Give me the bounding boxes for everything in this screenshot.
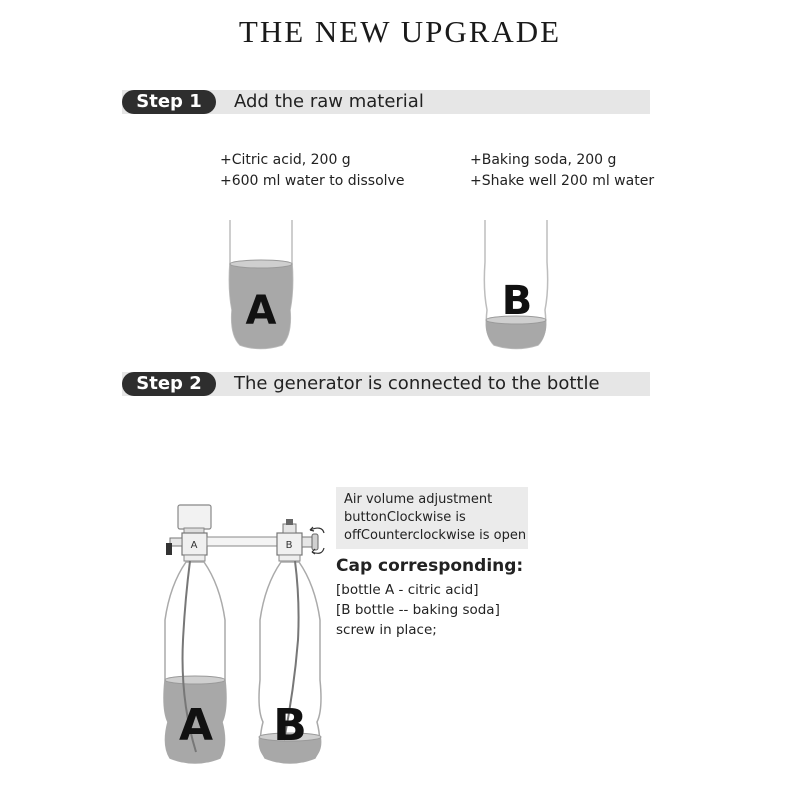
callout-line1: Air volume adjustment [344,492,493,507]
cap-heading: Cap corresponding: [336,556,524,576]
bottle-b-connected-letter: B [273,700,307,751]
pressure-gauge [178,505,211,529]
step2-badge: Step 2 [122,372,216,396]
bottle-a-line1: +Citric acid, 200 g [220,152,351,168]
callout-line3: offCounterclockwise is open [344,528,527,543]
cap-line3: screw in place; [336,622,437,638]
step2-text: The generator is connected to the bottle [234,373,600,394]
step1-text: Add the raw material [234,91,424,112]
cap-a-label: A [190,540,198,551]
bottle-b-illustration [484,220,547,349]
bottle-a-connected [164,555,226,763]
co2-generator [166,505,324,555]
bottle-b-line2: +Shake well 200 ml water [470,173,655,189]
bottle-b-connected [259,555,322,763]
adjustment-knob [302,537,312,547]
bottle-a-line2: +600 ml water to dissolve [220,173,405,189]
page-title: THE NEW UPGRADE [238,14,562,49]
step1-badge: Step 1 [122,90,216,114]
cap-instructions [336,580,500,640]
cap-line1: [bottle A - citric acid] [336,582,479,598]
bottle-a-letter: A [245,288,277,334]
bottle-a-illustration [229,220,292,349]
bottle-a-connected-letter: A [178,700,214,751]
cap-line2: [B bottle -- baking soda] [336,602,500,618]
cap-b-label: B [285,540,293,551]
air-volume-callout [336,487,528,549]
callout-line2: buttonClockwise is [344,510,466,525]
bottle-b-letter: B [501,278,533,324]
bottle-b-line1: +Baking soda, 200 g [470,152,617,168]
connector-tube [207,537,277,546]
